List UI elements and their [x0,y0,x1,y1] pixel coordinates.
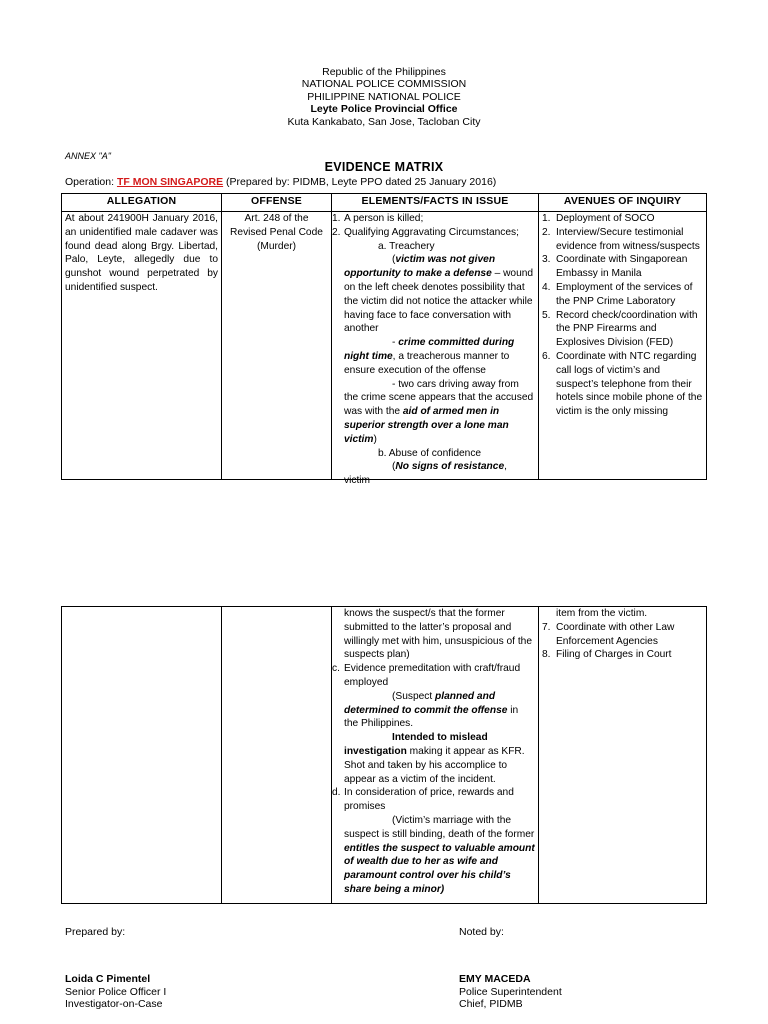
list-item: 4. Employment of the services of the PNP Crime Laboratory [542,281,693,307]
offense-cell-empty [222,607,332,904]
list-item: 1. Deployment of SOCO [542,213,655,224]
evidence-matrix-table [61,193,707,487]
prepared-by-position: Investigator-on-Case [65,998,163,1010]
elements-cell [332,607,539,904]
operation-name: TF MON SINGAPORE [116,176,224,188]
operation-line [65,176,496,188]
element-subitem-premeditation: c. Evidence premeditation with craft/fraud employed [332,663,521,688]
treachery-detail: (victim was not given opportunity to make a defense – wound on the left cheek denotes possibility that the victim did not notice the attacker while having face to face conversation with another [344,254,534,335]
avenues-list [542,607,703,903]
mislead-detail: Intended to mislead investigation making it appear as KFR. Shot and taken by his accomplice to appear as a victim of the incident. [344,732,525,785]
column-header-elements: ELEMENTS/FACTS IN ISSUE [332,194,539,212]
table-row [62,607,707,904]
armed-men-detail: - two cars driving away from the crime scene appears that the accused was with the aid of armed men in superior strength over a lone man victim) [344,378,534,445]
noted-by-position: Chief, PIDMB [459,998,523,1010]
list-item: 2. Interview/Secure testimonial evidence from witness/suspects [542,226,700,252]
list-item: 8. Filing of Charges in Court [542,649,672,661]
list-item: 5. Record check/coordination with the PNP Firearms and Explosives Division (FED) [542,309,698,349]
avenues-cell [539,607,707,904]
header-republic: Republic of the Philippines [322,66,446,78]
element-item: 2. Qualifying Aggravating Circumstances; [332,226,519,238]
document-title: EVIDENCE MATRIX [324,160,444,174]
avenues-list [542,212,703,479]
prepared-by-label: Prepared by: [65,926,126,938]
abuse-detail-continued: knows the suspect/s that the former submitted to the latter’s proposal and willingly met with him, unsuspicious of the suspects plan) [344,608,532,661]
allegation-cell-empty [62,607,222,904]
element-subitem-price: d. In consideration of price, rewards and promises [332,787,514,813]
allegation-text: At about 241900H January 2016, an unidentified male cadaver was found dead along Brgy. Libertad, Palo, Leyte, allegedly due to gunshot wound perpetrated by unidentified suspect. [65,213,218,293]
price-detail: (Victim’s marriage with the suspect is still binding, death of the former entitles the suspect to valuable amount of wealth due to her as wife and paramount control over his child’s share being a minor) [344,814,535,895]
prepared-by-name: Loida C Pimentel [65,973,151,985]
element-item: 1. A person is killed; [332,213,424,224]
column-header-allegation: ALLEGATION [62,194,222,212]
header-pnp: PHILIPPINE NATIONAL POLICE [307,91,461,103]
premeditation-detail: (Suspect planned and determined to commit the offense in the Philippines. [344,690,519,730]
noted-by-block [459,973,562,1011]
elements-cell [332,212,539,487]
avenues-cell [539,212,707,480]
list-item: 7. Coordinate with other Law Enforcement Agencies [542,621,675,647]
evidence-matrix-continuation [61,606,707,904]
element-subitem-treachery: a. Treachery [378,240,435,252]
table-header-row [62,194,707,212]
operation-details: (Prepared by: PIDMB, Leyte PPO dated 25 January 2016) [223,176,497,188]
offense-text: Art. 248 of the Revised Penal Code (Murder) [230,213,323,252]
noted-by-name: EMY MACEDA [459,973,531,985]
night-time-detail: - crime committed during night time, a treacherous manner to ensure execution of the offense [344,337,515,376]
list-item: 6. Coordinate with NTC regarding call logs of victim’s and suspect’s telephone from their hotels since mobile phone of the victim is the only missing [542,350,703,418]
noted-by-rank: Police Superintendent [459,985,562,998]
element-subitem-abuse: b. Abuse of confidence [378,447,482,459]
table-row [62,212,707,480]
column-header-avenues: AVENUES OF INQUIRY [539,194,707,212]
abuse-detail: (No signs of resistance, victim [344,461,507,487]
allegation-cell [62,212,222,480]
prepared-by-block [65,973,166,1011]
offense-cell [222,212,332,480]
noted-by-label: Noted by: [459,926,504,938]
header-address: Kuta Kankabato, San Jose, Tacloban City [287,116,481,128]
annex-label: ANNEX "A" [65,151,111,161]
column-header-offense: OFFENSE [222,194,332,212]
list-item-continued: item from the victim. [556,608,648,619]
header-office: Leyte Police Provincial Office [310,103,458,115]
operation-label: Operation: [65,176,117,188]
list-item: 3. Coordinate with Singaporean Embassy in Manila [542,254,688,280]
prepared-by-rank: Senior Police Officer I [65,985,167,998]
header-napolcom: NATIONAL POLICE COMMISSION [301,78,467,90]
